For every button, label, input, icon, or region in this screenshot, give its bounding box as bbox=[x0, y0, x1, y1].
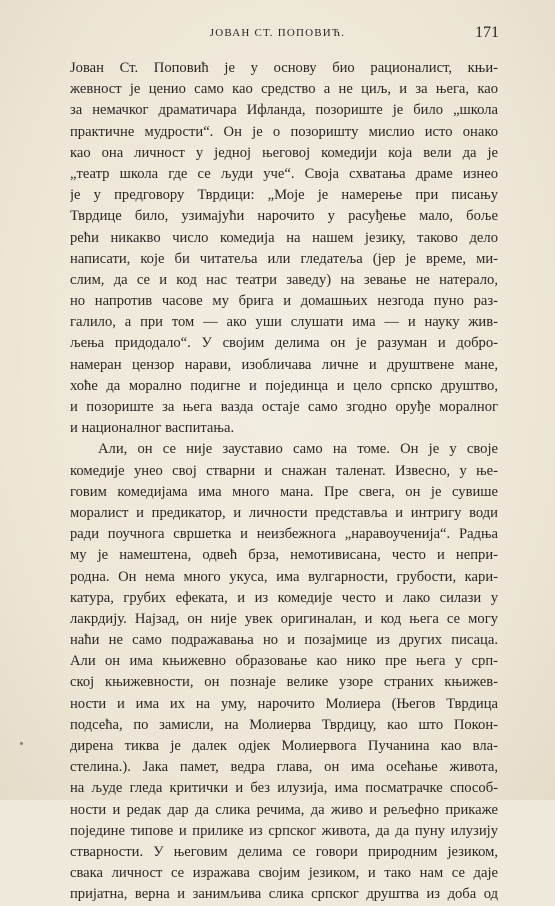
text-line: говим комедијама има много мана. Пре свега, он је сувише bbox=[70, 483, 498, 500]
running-title: ЈОВАН СТ. ПОПОВИЋ. bbox=[209, 27, 346, 39]
text-line: стелина.). Јака памет, ведра глава, он има осећање живота, bbox=[70, 759, 498, 776]
paper-speck bbox=[20, 742, 23, 745]
text-line: намеран цензор нарави, изобличава личне и друштвене мане, bbox=[70, 356, 498, 373]
text-line: катура, грубих ефеката, и из комедије често и лако силази у bbox=[70, 589, 498, 606]
text-line: практичне мудрости“. Он је о позоришту мислио исто онако bbox=[70, 123, 498, 140]
text-line: „театр школа где се људи уче“. Своја схватања драме изнео bbox=[70, 165, 498, 182]
text-line: и позориште за њега вазда остаје само згодно оруђе моралног bbox=[70, 399, 498, 415]
text-line: ској књижевности, он познаје велике узоре страних књижев- bbox=[70, 674, 498, 691]
text-line: Јован Ст. Поповић је у основу био рационалист, књи- bbox=[70, 60, 498, 76]
text-line: наћи не само подражавања но и позајмице из других писаца. bbox=[70, 632, 498, 649]
text-line: свака личност се изражава својим језиком, и тако нам се даје bbox=[70, 865, 498, 882]
text-line: подсећа, по замисли, на Молиерва Тврдицу, као што Покон- bbox=[70, 716, 498, 733]
text-line: родна. Он нема много укуса, има вулгарности, грубости, кари- bbox=[70, 568, 498, 585]
text-line: стварности. У његовим делима се говори природним језиком, bbox=[70, 843, 498, 860]
text-line: рећи никакво число комедија на нашем језику, таково дело bbox=[70, 229, 498, 246]
text-line: поједине типове и прилике из српског живота, да да пуну илузију bbox=[70, 822, 498, 839]
text-line: Тврдице било, узимајући нарочито у расуђење мало, боље bbox=[70, 208, 498, 225]
text-line: Али, он се није зауставио само на томе. Он је у своје bbox=[98, 441, 498, 458]
text-line: но напротив часове му брига и домашњих незгода пуно раз- bbox=[70, 293, 498, 310]
text-line: му је намештена, одвећ брза, немотивисана, често и непри- bbox=[70, 547, 498, 564]
running-head bbox=[0, 24, 555, 44]
text-line: лакрдију. Најзад, он није увек оригиналан, и код њега се могу bbox=[70, 610, 498, 627]
text-line: моралист и предикатор, и личности представља и интригу води bbox=[70, 504, 498, 521]
text-line: хоће да морално подигне и појединца и цело српско друштво, bbox=[70, 377, 498, 394]
text-line: написати, које би читатеља или гледатеља (јер је време, ми- bbox=[70, 250, 498, 267]
text-line: и националног васпитања. bbox=[70, 420, 235, 437]
text-line: слим, да се и код нас театри заведу) на зевање не натерало, bbox=[70, 271, 498, 288]
text-line: Али он има књижевно образовање као нико пре њега у срп- bbox=[70, 653, 498, 670]
text-line: ради поучнога свршетка и неизбежнога „наравоученија“. Радња bbox=[70, 526, 498, 543]
text-line: је у предговору Тврдици: „Моје је намерење при писању bbox=[70, 187, 498, 204]
text-line: љења придодало“. У својим делима он је разуман и добро- bbox=[70, 335, 498, 352]
text-line: комедије унео свој стварни и снажан таленат. Извесно, у ње- bbox=[70, 462, 498, 479]
text-line: галило, а при том — ако уши слушати има — и науку жив- bbox=[70, 314, 498, 331]
text-line: на људе гледа критички и без илузија, има посматрачке способ- bbox=[70, 780, 498, 797]
text-line: ности и има их на уму, нарочито Молиера (Његов Тврдица bbox=[70, 695, 498, 712]
text-line: пријатна, верна и занимљива слика српског друштва из доба од bbox=[70, 886, 498, 903]
text-line: дирена тиква је далек одјек Молиервога Пучанина као вла- bbox=[70, 738, 498, 754]
page-number: 171 bbox=[475, 24, 499, 41]
text-line: за немачког драматичара Ифланда, позориште је било „школа bbox=[70, 102, 498, 119]
text-line: као она личност у једној његовој комедији која вели да је bbox=[70, 144, 498, 161]
text-line: ности и редак дар да слика речима, да живо и рељефно прикаже bbox=[70, 801, 498, 818]
text-line: жевност је ценио само као средство а не циљ, и за њега, као bbox=[70, 81, 498, 98]
body-text bbox=[70, 58, 498, 906]
